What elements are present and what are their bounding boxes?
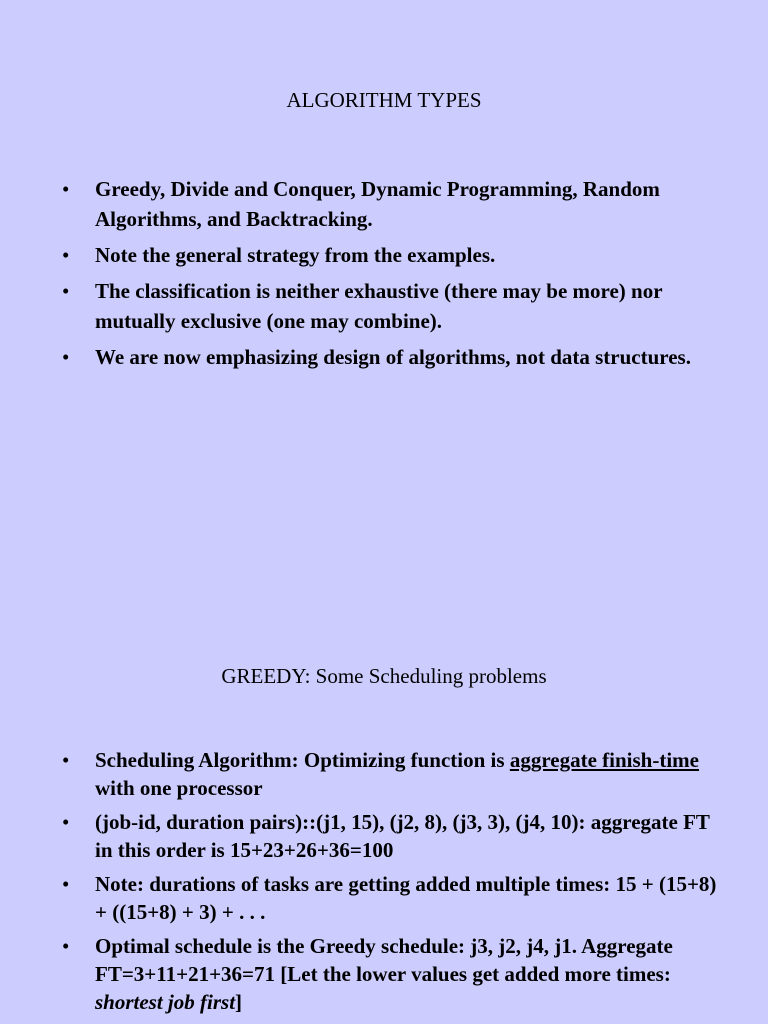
bullet-text-pre: Optimal schedule is the Greedy schedule: j3, j2, j4, j1. Aggregate FT=3+11+21+36=71 [Let the lower values get added more times:: [95, 934, 673, 986]
list-item: [62, 746, 722, 802]
bullet-text-post: ]: [235, 990, 243, 1014]
bullet-text-post: with one processor: [95, 776, 263, 800]
slide2-bullet-list: [62, 746, 722, 1022]
bullet-icon: •: [62, 934, 70, 958]
list-item: [62, 870, 722, 926]
bullet-icon: •: [62, 345, 70, 369]
bullet-icon: •: [62, 279, 70, 303]
list-item: [62, 276, 722, 336]
slide2-title: GREEDY: Some Scheduling problems: [221, 664, 547, 688]
underlined-term: aggregate finish-time: [509, 748, 699, 772]
bullet-text: The classification is neither exhaustive (there may be more) nor mutually exclusive (one may combine).: [95, 279, 663, 333]
bullet-text: Note: durations of tasks are getting added multiple times: 15 + (15+8) + ((15+8) + 3) + . . .: [95, 872, 717, 924]
slide1-bullet-list: [62, 174, 722, 378]
list-item: [62, 240, 722, 270]
bullet-text: Greedy, Divide and Conquer, Dynamic Programming, Random Algorithms, and Backtracking.: [95, 177, 660, 231]
list-item: [62, 342, 722, 372]
list-item: [62, 174, 722, 234]
italic-term: shortest job first: [95, 990, 236, 1014]
bullet-text-pre: Scheduling Algorithm: Optimizing function is: [95, 748, 510, 772]
bullet-text: (job-id, duration pairs)::(j1, 15), (j2, 8), (j3, 3), (j4, 10): aggregate FT in this order is 15+23+26+36=100: [95, 810, 710, 862]
bullet-icon: •: [62, 243, 70, 267]
list-item: [62, 808, 722, 864]
bullet-text: We are now emphasizing design of algorithms, not data structures.: [95, 345, 691, 369]
bullet-icon: •: [62, 872, 70, 896]
bullet-icon: •: [62, 810, 70, 834]
bullet-icon: •: [62, 748, 70, 772]
slide1-title: ALGORITHM TYPES: [286, 88, 482, 112]
bullet-icon: •: [62, 177, 70, 201]
bullet-text: Note the general strategy from the examples.: [95, 243, 496, 267]
list-item: [62, 932, 722, 1016]
